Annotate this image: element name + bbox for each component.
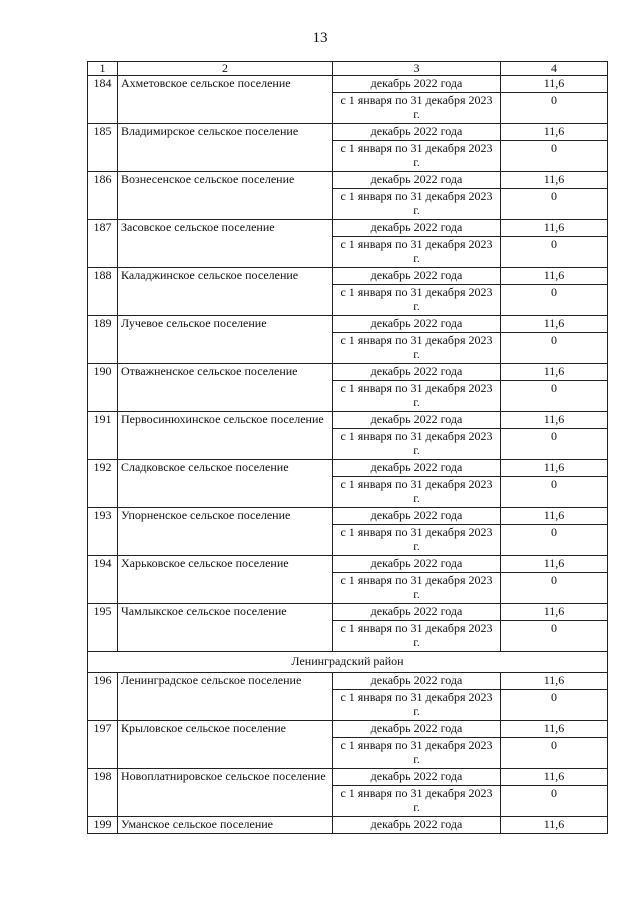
table-row [88,769,608,786]
settlement-name: Ахметовское сельское поселение [118,76,333,124]
settlement-name: Упорненское сельское поселение [118,508,333,556]
header-cell-4: 4 [501,62,608,76]
period-cell: с 1 января по 31 декабря 2023 г. [333,285,501,316]
value-cell: 0 [501,333,608,364]
row-number: 193 [88,508,118,556]
value-cell: 0 [501,477,608,508]
value-cell: 11,6 [501,556,608,573]
period-cell: декабрь 2022 года [333,721,501,738]
value-cell: 11,6 [501,364,608,381]
value-cell: 0 [501,285,608,316]
value-cell: 11,6 [501,268,608,285]
row-number: 194 [88,556,118,604]
period-cell: декабрь 2022 года [333,769,501,786]
row-number: 187 [88,220,118,268]
row-number: 185 [88,124,118,172]
settlement-name: Лучевое сельское поселение [118,316,333,364]
table-row [88,172,608,189]
period-cell: с 1 января по 31 декабря 2023 г. [333,786,501,817]
page-number: 13 [312,30,328,46]
value-cell: 0 [501,429,608,460]
table-row [88,76,608,93]
period-cell: с 1 января по 31 декабря 2023 г. [333,189,501,220]
section-title: Ленинградский район [88,652,608,673]
period-cell: с 1 января по 31 декабря 2023 г. [333,477,501,508]
value-cell: 11,6 [501,673,608,690]
header-cell-2: 2 [118,62,333,76]
period-cell: декабрь 2022 года [333,124,501,141]
value-cell: 11,6 [501,172,608,189]
period-cell: декабрь 2022 года [333,76,501,93]
value-cell: 0 [501,93,608,124]
table-row [88,268,608,285]
value-cell: 11,6 [501,817,608,834]
value-cell: 11,6 [501,508,608,525]
value-cell: 0 [501,690,608,721]
row-number: 198 [88,769,118,817]
settlement-name: Ленинградское сельское поселение [118,673,333,721]
value-cell: 0 [501,786,608,817]
row-number: 196 [88,673,118,721]
settlement-name: Харьковское сельское поселение [118,556,333,604]
header-row [88,62,608,76]
table-row [88,604,608,621]
period-cell: декабрь 2022 года [333,268,501,285]
value-cell: 0 [501,381,608,412]
table-row [88,220,608,237]
value-cell: 11,6 [501,76,608,93]
value-cell: 11,6 [501,124,608,141]
table-row [88,556,608,573]
row-number: 184 [88,76,118,124]
period-cell: с 1 января по 31 декабря 2023 г. [333,333,501,364]
period-cell: декабрь 2022 года [333,412,501,429]
value-cell: 0 [501,237,608,268]
header-cell-1: 1 [88,62,118,76]
settlement-name: Сладковское сельское поселение [118,460,333,508]
period-cell: с 1 января по 31 декабря 2023 г. [333,93,501,124]
value-cell: 0 [501,621,608,652]
period-cell: декабрь 2022 года [333,556,501,573]
period-cell: с 1 января по 31 декабря 2023 г. [333,237,501,268]
settlement-name: Новоплатнировское сельское поселение [118,769,333,817]
row-number: 188 [88,268,118,316]
settlement-name: Каладжинское сельское поселение [118,268,333,316]
settlement-name: Отважненское сельское поселение [118,364,333,412]
period-cell: с 1 января по 31 декабря 2023 г. [333,573,501,604]
table-row [88,412,608,429]
row-number: 186 [88,172,118,220]
period-cell: декабрь 2022 года [333,220,501,237]
value-cell: 0 [501,573,608,604]
settlement-name: Чамлыкское сельское поселение [118,604,333,652]
settlement-name: Крыловское сельское поселение [118,721,333,769]
period-cell: с 1 января по 31 декабря 2023 г. [333,690,501,721]
value-cell: 11,6 [501,604,608,621]
row-number: 190 [88,364,118,412]
value-cell: 0 [501,141,608,172]
period-cell: с 1 января по 31 декабря 2023 г. [333,381,501,412]
period-cell: с 1 января по 31 декабря 2023 г. [333,429,501,460]
settlement-name: Владимирское сельское поселение [118,124,333,172]
settlement-name: Уманское сельское поселение [118,817,333,834]
tariff-table [87,61,608,834]
table-row [88,721,608,738]
row-number: 199 [88,817,118,834]
value-cell: 0 [501,525,608,556]
value-cell: 11,6 [501,412,608,429]
period-cell: с 1 января по 31 декабря 2023 г. [333,525,501,556]
value-cell: 0 [501,189,608,220]
row-number: 195 [88,604,118,652]
table-row [88,316,608,333]
table-row [88,508,608,525]
header-cell-3: 3 [333,62,501,76]
period-cell: декабрь 2022 года [333,673,501,690]
value-cell: 0 [501,738,608,769]
period-cell: декабрь 2022 года [333,316,501,333]
section-row [88,652,608,673]
value-cell: 11,6 [501,460,608,477]
table-row [88,673,608,690]
period-cell: декабрь 2022 года [333,817,501,834]
row-number: 192 [88,460,118,508]
period-cell: декабрь 2022 года [333,604,501,621]
table-row [88,817,608,834]
row-number: 197 [88,721,118,769]
value-cell: 11,6 [501,769,608,786]
value-cell: 11,6 [501,721,608,738]
row-number: 189 [88,316,118,364]
row-number: 191 [88,412,118,460]
period-cell: с 1 января по 31 декабря 2023 г. [333,738,501,769]
table-row [88,460,608,477]
value-cell: 11,6 [501,316,608,333]
table-row [88,124,608,141]
period-cell: с 1 января по 31 декабря 2023 г. [333,621,501,652]
period-cell: декабрь 2022 года [333,460,501,477]
period-cell: с 1 января по 31 декабря 2023 г. [333,141,501,172]
period-cell: декабрь 2022 года [333,508,501,525]
table-row [88,364,608,381]
settlement-name: Засовское сельское поселение [118,220,333,268]
settlement-name: Вознесенское сельское поселение [118,172,333,220]
period-cell: декабрь 2022 года [333,364,501,381]
period-cell: декабрь 2022 года [333,172,501,189]
value-cell: 11,6 [501,220,608,237]
settlement-name: Первосинюхинское сельское поселение [118,412,333,460]
